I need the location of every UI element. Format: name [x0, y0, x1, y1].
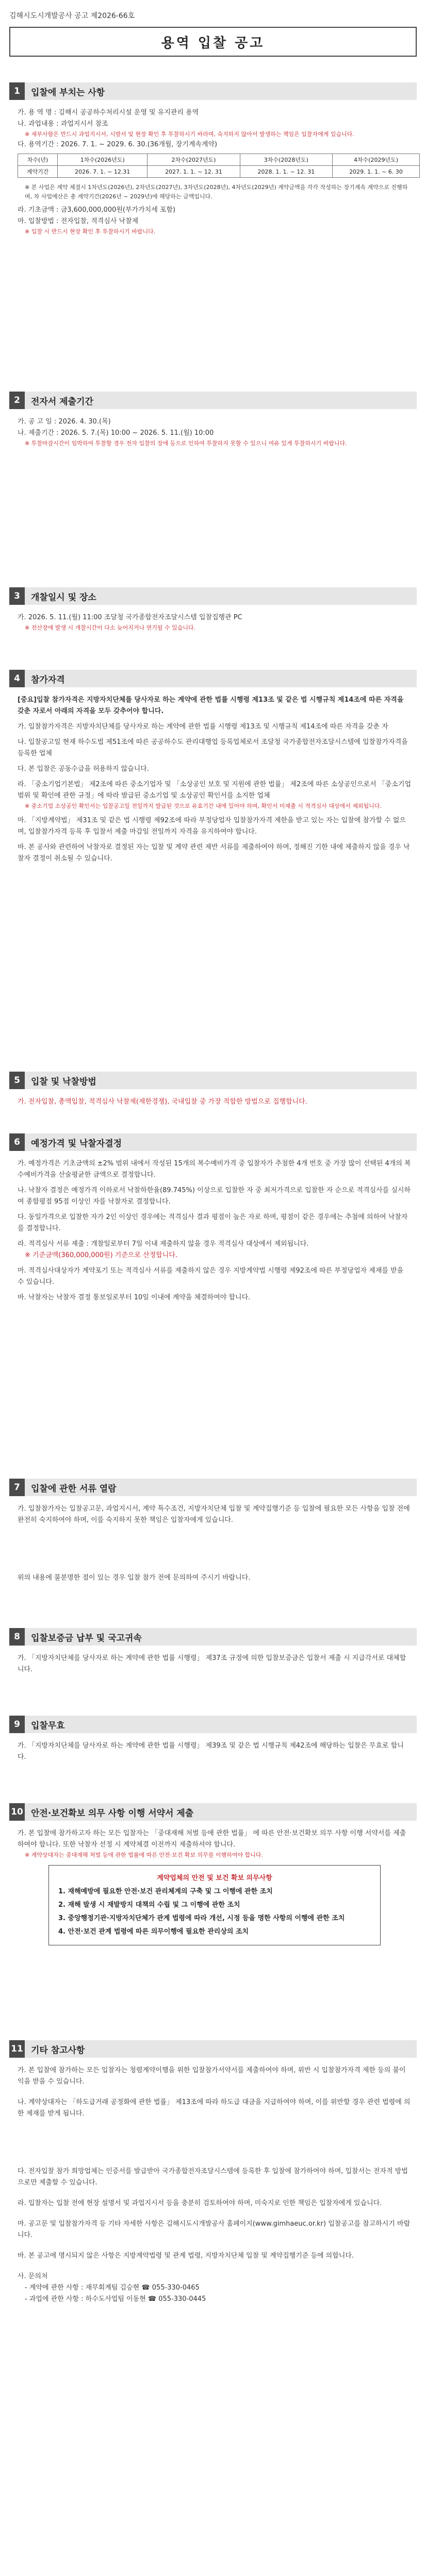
text-line: 라. 적격심사 서류 제출 : 개찰일로부터 7일 이내 제출하지 않을 경우 적격심사 대상에서 제외됩니다. — [18, 1240, 309, 1248]
section-10 — [9, 1803, 417, 1951]
section-title: 입찰무효 — [31, 1720, 65, 1731]
warning-line: ※ 전산장애 발생 시 개찰시간이 다소 늦어지거나 연기될 수 있습니다. — [25, 624, 196, 631]
text-line: 바. 본 공사와 관련하여 낙찰자로 결정된 자는 입찰 및 계약 관련 제반 서류를 제출하여야 하며, 정해진 기한 내에 제출하지 않을 경우 낙찰자 결정이 취소될 수 있습니다. — [18, 843, 410, 862]
section-title: 예정가격 및 낙찰자결정 — [31, 1138, 122, 1149]
contract-schedule-table — [18, 154, 420, 178]
section-header — [9, 1133, 417, 1151]
text-line: 가. 입찰참가자는 입찰공고문, 과업지시서, 계약 특수조건, 지방자치단체 입찰 및 계약집행기준 등 입찰에 필요한 모든 사항을 입찰 전에 완전히 숙지하여야 하며, 이를 숙지하지 못한 책임은 입찰자에게 있습니다. — [18, 1505, 410, 1524]
table-cell: 2027. 1. 1. ~ 12. 31 — [148, 166, 240, 178]
section-number: 7 — [14, 1482, 20, 1493]
section-3 — [9, 587, 417, 633]
section-number: 9 — [14, 1719, 20, 1730]
section-header — [9, 1716, 417, 1733]
list-item: 3. 중앙행정기관·지방자치단체가 관계 법령에 따라 개선, 시정 등을 명한 사항의 이행에 관한 조치 — [58, 1914, 345, 1922]
text-line: 다. 용역기간 : 2026. 7. 1. ~ 2029. 6. 30.(36개월, 장기계속계약) — [18, 141, 218, 148]
section-title: 전자서 제출기간 — [31, 396, 93, 407]
text-line: 다. 전자입찰 참가 희망업체는 인증서를 발급받아 국가종합전자조달시스템에 등록한 후 입찰에 참가하여야 하며, 입찰서는 전자적 방법으로만 제출할 수 있습니다. — [18, 2167, 408, 2187]
section-8 — [9, 1628, 417, 1675]
warning-line: ※ 투찰마감시간이 임박하여 투찰할 경우 전자 입찰의 장애 등으로 인하여 투찰하지 못할 수 있으니 여유 있게 투찰하시기 바랍니다. — [25, 440, 347, 447]
text-line: 위의 내용에 불분명한 점이 있는 경우 입찰 참가 전에 문의하여 주시기 바랍니다. — [18, 1574, 251, 1582]
section-header — [9, 1803, 417, 1821]
notice-number: 김해시도시개발공사 공고 제2026-66호 — [9, 12, 135, 20]
section-number: 6 — [14, 1137, 20, 1147]
table-cell: 2차수(2027년도) — [148, 154, 240, 166]
text-line: 라. 입찰자는 입찰 전에 현장 설명서 및 과업지시서 등을 충분히 검토하여야 하며, 미숙지로 인한 책임은 입찰자에게 있습니다. — [18, 2199, 382, 2207]
important-line: [중요]입찰 참가자격은 지방자치단체를 당사자로 하는 계약에 관한 법률 시행령 제13조 및 같은 법 시행규칙 제14조에 따른 자격을 갖춘 자로서 아래의 자격을 모두 갖추어야 합니다. — [18, 696, 404, 715]
table-cell: 3차수(2028년도) — [240, 154, 332, 166]
list-item: 1. 재해예방에 필요한 안전·보건 관리체계의 구축 및 그 이행에 관한 조치 — [58, 1888, 273, 1895]
section-1 — [9, 82, 417, 236]
text-line: 나. 과업내용 : 과업지시서 참조 — [18, 120, 108, 128]
section-title: 입찰에 부치는 사항 — [31, 87, 105, 98]
text-line: 나. 제출기간 : 2026. 5. 7.(목) 10:00 ~ 2026. 5. 11.(월) 10:00 — [18, 429, 214, 437]
section-number: 10 — [11, 1807, 23, 1817]
section-number: 1 — [14, 86, 20, 96]
table-cell: 2028. 1. 1. ~ 12. 31 — [240, 166, 332, 178]
text-line: 가. 입찰참가자격은 지방자치단체를 당사자로 하는 계약에 관한 법률 시행령 제13조 및 시행규칙 제14조에 따른 자격을 갖춘 자 — [18, 723, 388, 731]
table-cell: 4차수(2029년도) — [333, 154, 420, 166]
safety-obligations-box — [48, 1865, 381, 1945]
section-7 — [9, 1479, 417, 1584]
section-title: 개찰일시 및 장소 — [31, 592, 96, 603]
section-title: 입찰에 관한 서류 열람 — [31, 1483, 117, 1494]
section-header — [9, 670, 417, 687]
text-line: 바. 본 공고에 명시되지 않은 사항은 지방계약법령 및 관계 법령, 지방자치단체 입찰 및 계약집행기준 등에 의합니다. — [18, 2252, 354, 2260]
text-line: 사. 문의처 — [18, 2273, 48, 2280]
warning-line: ※ 중소기업 소상공인 확인서는 입찰공고일 전일까지 발급된 것으로 유효기간 내에 있어야 하며, 확인서 미제출 시 적격심사 대상에서 제외됩니다. — [25, 803, 382, 809]
warning-line: ※ 기준금액(360,000,000원) 기준으로 산정합니다. — [25, 1251, 178, 1259]
text-line: 마. 「지방계약법」 제31조 및 같은 법 시행령 제92조에 따라 부정당업자 입찰참가자격 제한을 받고 있는 자는 입찰에 참가할 수 없으며, 입찰참가자격 등록 후 입찰서 제출 마감일 전일까지 자격을 유지하여야 합니다. — [18, 817, 406, 836]
text-line: 가. 「지방자치단체를 당사자로 하는 계약에 관한 법률 시행령」 제37조 규정에 의한 입찰보증금은 입찰서 제출 시 지급각서로 대체합니다. — [18, 1654, 406, 1673]
section-header — [9, 1479, 417, 1496]
list-item: 4. 안전·보건 관계 법령에 따른 의무이행에 필요한 관리상의 조치 — [58, 1928, 249, 1936]
section-title: 기타 참고사항 — [31, 2045, 85, 2056]
section-6 — [9, 1133, 417, 1303]
warning-line: ※ 입찰 시 반드시 현장 확인 후 투찰하시기 바랍니다. — [25, 228, 156, 235]
section-header — [9, 1628, 417, 1646]
table-cell: 차수(년) — [18, 154, 58, 166]
text-line: 라. 기초금액 : 금3,600,000,000원(부가가치세 포함) — [18, 206, 176, 214]
text-line: 나. 계약상대자는 「하도급거래 공정화에 관한 법률」 제13조에 따라 하도급 대금을 지급하여야 하며, 이를 위반할 경우 관련 법령에 의한 제재를 받게 됩니다. — [18, 2098, 411, 2117]
section-number: 3 — [14, 591, 20, 601]
text-line: 가. 2026. 5. 11.(월) 11:00 조달청 국가종합전자조달시스템 입찰집행관 PC — [18, 614, 242, 621]
text-line: 마. 적격심사대상자가 계약포기 또는 적격심사 서류를 제출하지 않은 경우 지방계약법 시행령 제92조에 따른 부정당업자 제재를 받을 수 있습니다. — [18, 1267, 404, 1286]
table-cell: 계약기간 — [18, 166, 58, 178]
section-title: 입찰 및 낙찰방법 — [31, 1076, 96, 1087]
section-number: 4 — [14, 673, 20, 684]
note-line: ※ 본 사업은 계약 체결시 1차년도(2026년), 2차년도(2027년), 3차년도(2028년), 4차년도(2029년) 계약금액을 각각 작성하는 장기계속 계약으로 진행하며, 차 사업예산은 총 계약기간(2026년 ~ 2029년)에 해당하는 금액입니다. — [25, 184, 408, 200]
warning-line: ※ 계약상대자는 중대재해 처벌 등에 관한 법률에 따른 안전·보건 확보 의무를 이행하여야 합니다. — [25, 1852, 263, 1858]
text-line: 마. 입찰방법 : 전자입찰, 적격심사 낙찰제 — [18, 217, 139, 225]
page-title: 용역 입찰 공고 — [9, 27, 417, 57]
text-line: 나. 낙찰자 결정은 예정가격 이하로서 낙찰하한율(89.745%) 이상으로 입찰한 자 중 최저가격으로 입찰한 자 순으로 적격심사를 실시하여 종합평점 95점 이상인 자를 낙찰자로 결정합니다. — [18, 1187, 411, 1206]
section-number: 5 — [14, 1075, 20, 1086]
section-title: 안전·보건확보 의무 사항 이행 서약서 제출 — [31, 1808, 194, 1819]
text-line: 가. 전자입찰, 총액입찰, 적격심사 낙찰제(제한경쟁), 국내입찰 중 가장 적합한 방법으로 집행합니다. — [18, 1098, 307, 1106]
section-number: 2 — [14, 395, 20, 405]
box-heading: 계약업체의 안전 및 보건 확보 의무사항 — [157, 1874, 272, 1882]
section-header — [9, 1072, 417, 1089]
text-line: 가. 예정가격은 기초금액의 ±2% 범위 내에서 작성된 15개의 복수예비가격 중 입찰자가 추첨한 4개 번호 중 가장 많이 선택된 4개의 복수예비가격을 산술평균한 금액으로 결정합니다. — [18, 1160, 411, 1179]
text-line: 마. 공고문 및 입찰참가자격 등 기타 자세한 사항은 김해시도시개발공사 홈페이지(www.gimhaeuc.or.kr) 입찰공고를 참고하시기 바랍니다. — [18, 2220, 411, 2239]
section-4 — [9, 670, 417, 865]
section-9 — [9, 1716, 417, 1763]
text-line: 가. 본 입찰에 참가하는 모든 입찰자는 청렴계약이행을 위한 입찰참가서약서를 제출하여야 하며, 위반 시 입찰참가자격 제한 등의 불이익을 받을 수 있습니다. — [18, 2066, 406, 2086]
warning-line: ※ 세부사항은 반드시 과업지시서, 시방서 및 현장 확인 후 투찰하시기 바라며, 숙지하지 않아서 발생하는 책임은 입찰자에게 있습니다. — [25, 131, 354, 138]
section-11 — [9, 2040, 417, 2305]
table-row — [18, 154, 420, 166]
section-2 — [9, 392, 417, 448]
section-header — [9, 2040, 417, 2058]
text-line: 가. 공 고 일 : 2026. 4. 30.(목) — [18, 418, 111, 426]
text-line: 바. 낙찰자는 낙찰자 결정 통보일로부터 10일 이내에 계약을 체결하여야 합니다. — [18, 1294, 251, 1301]
table-cell: 2029. 1. 1. ~ 6. 30 — [333, 166, 420, 178]
text-line: 다. 동일가격으로 입찰한 자가 2인 이상인 경우에는 적격심사 결과 평점이 높은 자로 하며, 평점이 같은 경우에는 추첨에 의하여 낙찰자를 결정합니다. — [18, 1213, 408, 1232]
section-5 — [9, 1072, 417, 1108]
section-header — [9, 587, 417, 605]
contact-line: - 계약에 관한 사항 : 재무회계팀 김승현 ☎ 055-330-0465 — [25, 2284, 200, 2292]
text-line: 가. 용 역 명 : 김해시 공공하수처리시설 운영 및 유지관리 용역 — [18, 109, 199, 116]
section-number: 11 — [11, 2044, 23, 2054]
list-item: 2. 재해 발생 시 재발방지 대책의 수립 및 그 이행에 관한 조치 — [58, 1901, 240, 1909]
table-cell: 1차수(2026년도) — [58, 154, 148, 166]
text-line: 나. 입찰공고일 현재 하수도법 제51조에 따른 공공하수도 관리대행업 등록업체로서 조달청 국가종합전자조달시스템에 입찰참가자격을 등록한 업체 — [18, 738, 408, 757]
contact-line: - 과업에 관한 사항 : 하수도사업팀 이동현 ☎ 055-330-0445 — [25, 2295, 206, 2303]
text-line: 가. 「지방자치단체를 당사자로 하는 계약에 관한 법률 시행령」 제39조 및 같은 법 시행규칙 제42조에 해당하는 입찰은 무효로 합니다. — [18, 1742, 404, 1761]
section-title: 입찰보증금 납부 및 국고귀속 — [31, 1633, 142, 1643]
section-title: 참가자격 — [31, 674, 65, 685]
text-line: 라. 「중소기업기본법」 제2조에 따른 중소기업자 및 「소상공인 보호 및 지원에 관한 법률」 제2조에 따른 소상공인으로서 「중소기업 범위 및 확인에 관한 규정」에 따라 발급된 중소기업 및 소상공인 확인서를 소지한 업체 — [18, 781, 412, 800]
section-header — [9, 82, 417, 100]
table-row — [18, 166, 420, 178]
table-cell: 2026. 7. 1. ~ 12.31 — [58, 166, 148, 178]
section-number: 8 — [14, 1632, 20, 1642]
section-header — [9, 392, 417, 409]
text-line: 가. 본 입찰에 참가하고자 하는 모든 입찰자는 「중대재해 처벌 등에 관한 법률」 에 따른 안전·보건확보 의무 사항 이행 서약서를 제출하여야 합니다. 또한 낙찰자 선정 시 계약체결 이전까지 제출하셔야 합니다. — [18, 1829, 406, 1849]
text-line: 다. 본 입찰은 공동수급을 허용하지 않습니다. — [18, 765, 149, 773]
